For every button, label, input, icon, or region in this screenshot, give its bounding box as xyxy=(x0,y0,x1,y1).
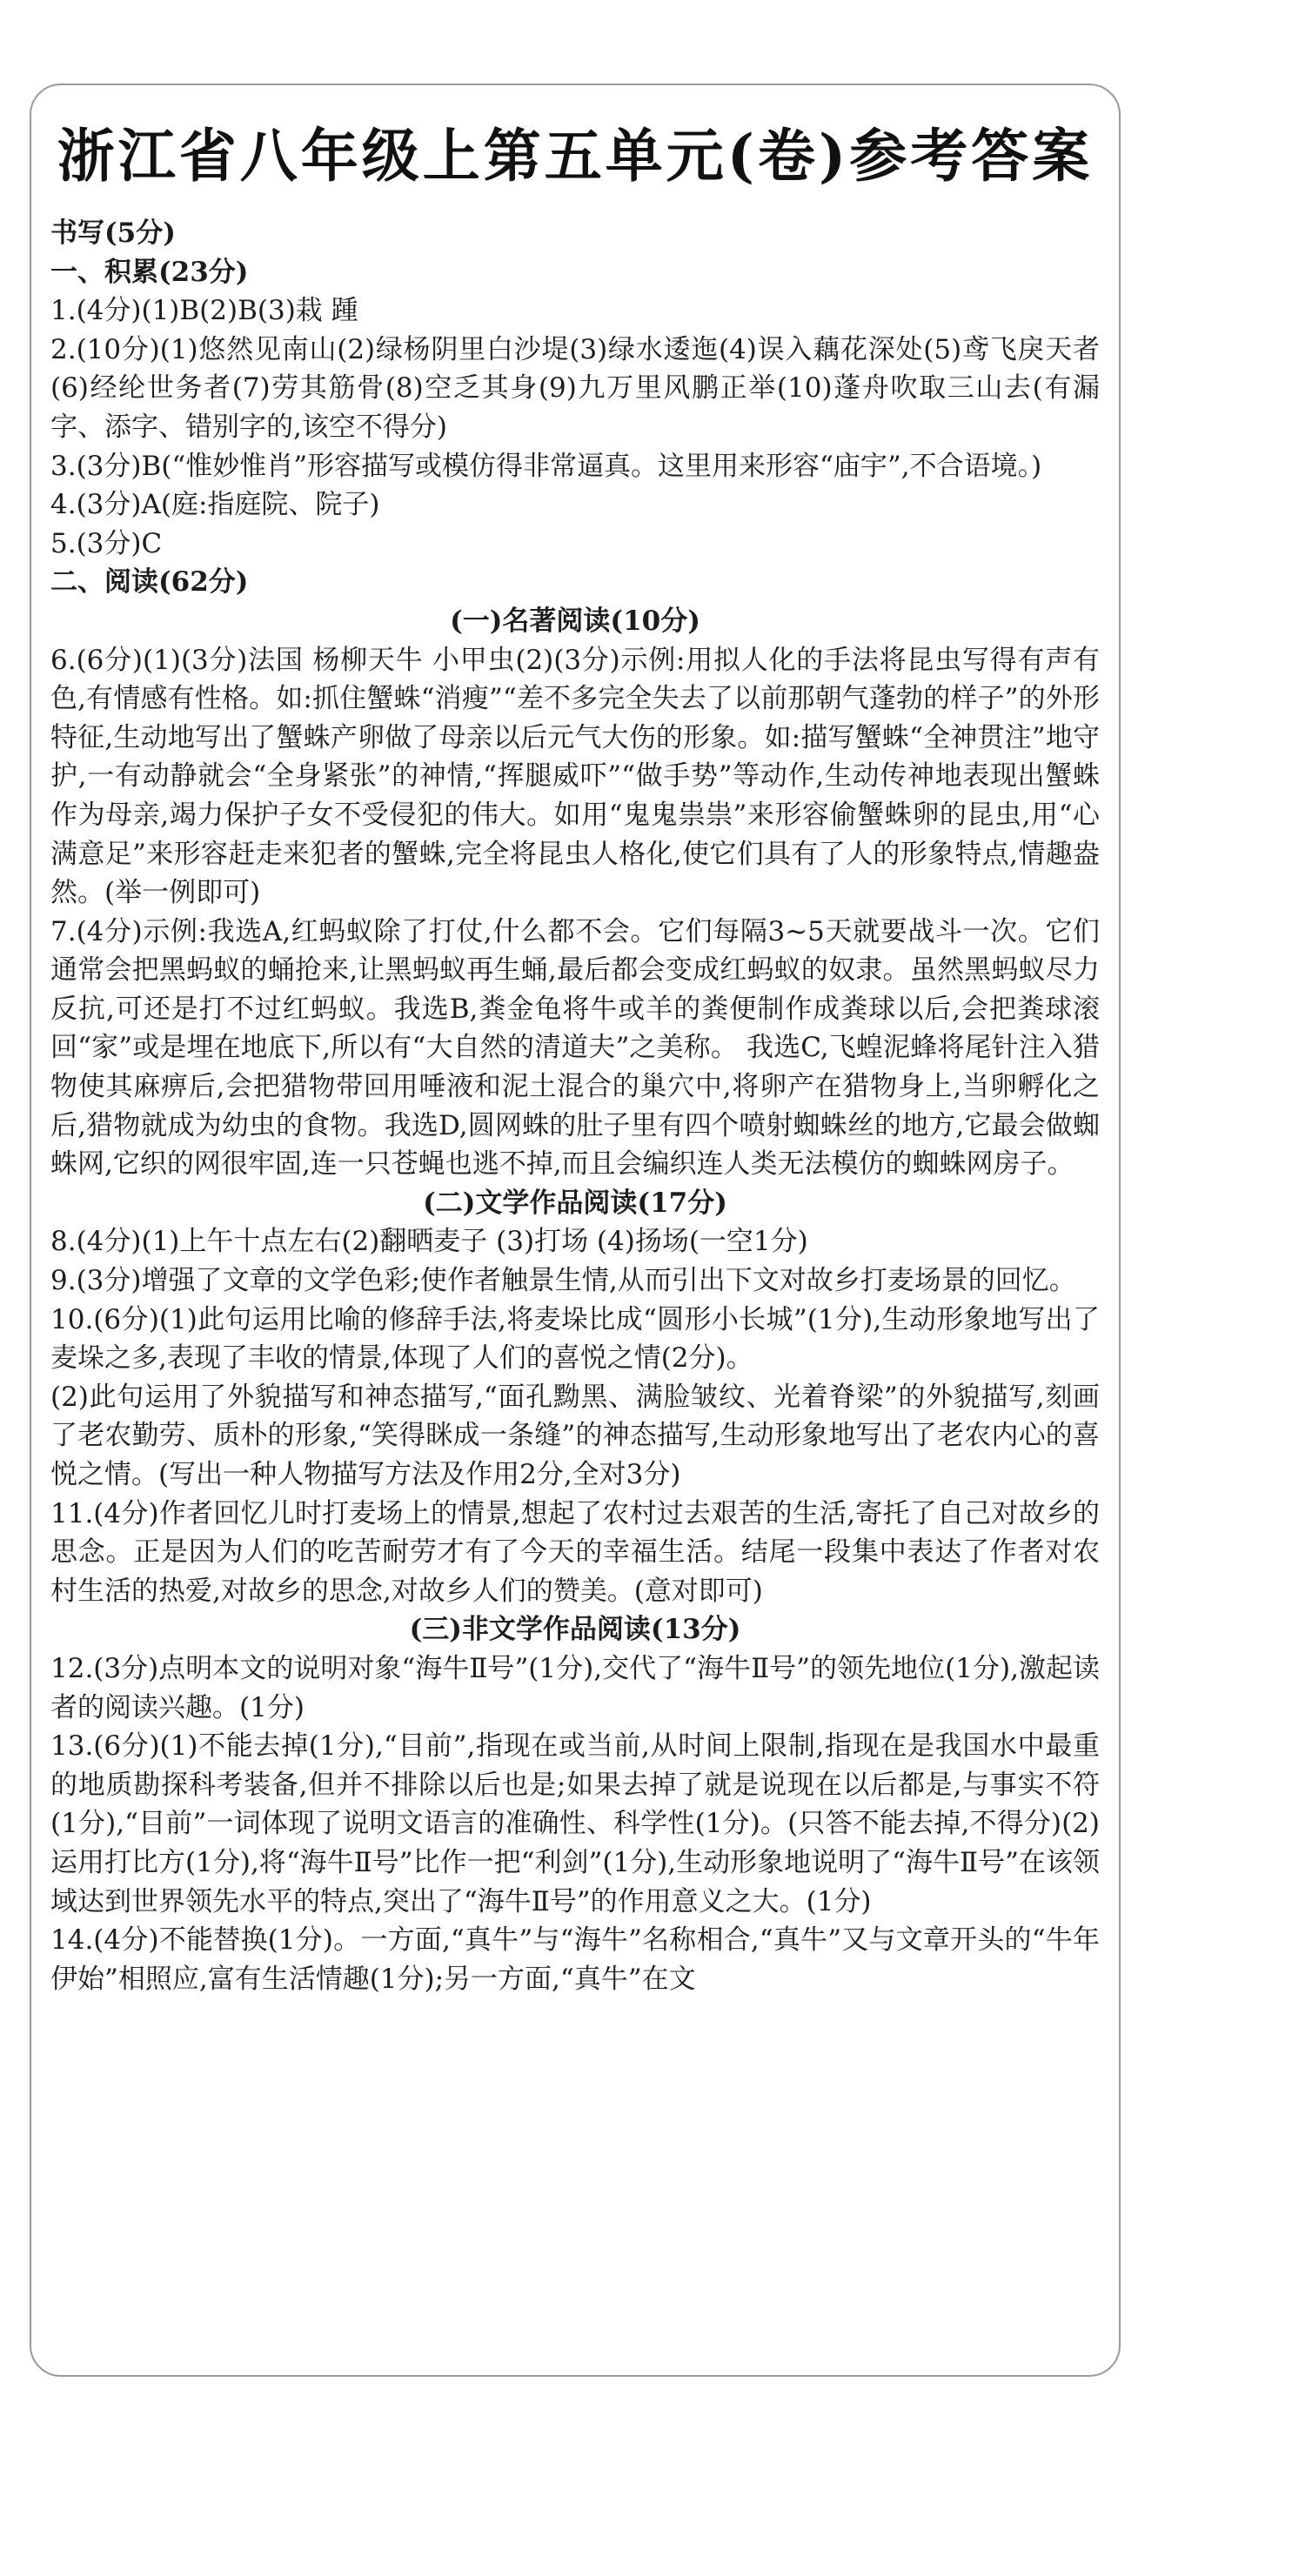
answer-paragraph: 4.(3分)A(庭:指庭院、院子) xyxy=(50,489,380,521)
section-heading: (三)非文学作品阅读(13分) xyxy=(409,1614,741,1646)
answer-paragraph: 11.(4分)作者回忆儿时打麦场上的情景,想起了农村过去艰苦的生活,寄托了自己对故乡的思念。正是因为人们的吃苦耐劳才有了今天的幸福生活。结尾一段集中表达了作者对农村生活的热爱,对故乡的思念,对故乡人们的赞美。(意对即可) xyxy=(50,1497,1100,1607)
part-heading: 一、积累(23分) xyxy=(50,256,249,288)
answer-paragraph: 9.(3分)增强了文章的文学色彩;使作者触景生情,从而引出下文对故乡打麦场景的回忆。 xyxy=(50,1265,1076,1297)
answer-paragraph: 2.(10分)(1)悠然见南山(2)绿杨阴里白沙堤(3)绿水逶迤(4)误入藕花深处(5)鸢飞戾天者(6)经纶世务者(7)劳其筋骨(8)空乏其身(9)九万里风鹏正举(10)蓬舟吹取三山去(有漏字、添字、错别字的,该空不得分) xyxy=(50,333,1100,443)
answer-paragraph: 6.(6分)(1)(3分)法国 杨柳天牛 小甲虫(2)(3分)示例:用拟人化的手法将昆虫写得有声有色,有情感有性格。如:抓住蟹蛛“消瘦”“差不多完全失去了以前那朝气蓬勃的样子”的外形特征,生动地写出了蟹蛛产卵做了母亲以后元气大伤的形象。如:描写蟹蛛“全神贯注”地守护,一有动静就会“全身紧张”的神情,“挥腿威吓”“做手势”等动作,生动传神地表现出蟹蛛作为母亲,竭力保护子女不受侵犯的伟大。如用“鬼鬼祟祟”来形容偷蟹蛛卵的昆虫,用“心满意足”来形容赶走来犯者的蟹蛛,完全将昆虫人格化,使它们具有了人的形象特点,情趣盎然。(举一例即可) xyxy=(50,644,1100,909)
answer-paragraph: 8.(4分)(1)上午十点左右(2)翻晒麦子 (3)打场 (4)扬场(一空1分) xyxy=(50,1226,808,1258)
answer-paragraph: 1.(4分)(1)B(2)B(3)栽 踵 xyxy=(50,295,358,327)
section-heading: (一)名著阅读(10分) xyxy=(450,605,700,637)
answer-paragraph: 12.(3分)点明本文的说明对象“海牛Ⅱ号”(1分),交代了“海牛Ⅱ号”的领先地位(1分),激起读者的阅读兴趣。(1分) xyxy=(50,1652,1100,1723)
answer-paragraph: 7.(4分)示例:我选A,红蚂蚁除了打仗,什么都不会。它们每隔3~5天就要战斗一次。它们通常会把黑蚂蚁的蛹抢来,让黑蚂蚁再生蛹,最后都会变成红蚂蚁的奴隶。虽然黑蚂蚁尽力反抗,可还是打不过红蚂蚁。我选B,粪金龟将牛或羊的粪便制作成粪球以后,会把粪球滚回“家”或是埋在地底下,所以有“大自然的清道夫”之美称。 我选C,飞蝗泥蜂将尾针注入猎物使其麻痹后,会把猎物带回用唾液和泥土混合的巢穴中,将卵产在猎物身上,当卵孵化之后,猎物就成为幼虫的食物。我选D,圆网蛛的肚子里有四个喷射蜘蛛丝的地方,它最会做蜘蛛网,它织的网很牢固,连一只苍蝇也逃不掉,而且会编织连人类无法模仿的蜘蛛网房子。 xyxy=(50,915,1100,1181)
page-title: 浙江省八年级上第五单元(卷)参考答案 xyxy=(57,122,1094,190)
answer-paragraph: 5.(3分)C xyxy=(50,527,163,559)
section-heading: (二)文学作品阅读(17分) xyxy=(423,1187,727,1219)
answer-paragraph: 3.(3分)B(“惟妙惟肖”形容描写或模仿得非常逼真。这里用来形容“庙宇”,不合语境。) xyxy=(50,450,1042,482)
answer-content xyxy=(50,214,1100,1998)
answer-paragraph: 10.(6分)(1)此句运用比喻的修辞手法,将麦垛比成“圆形小长城”(1分),生动形象地写出了麦垛之多,表现了丰收的情景,体现了人们的喜悦之情(2分)。 xyxy=(50,1303,1100,1375)
part-heading: 二、阅读(62分) xyxy=(50,566,249,599)
part-heading: 书写(5分) xyxy=(50,217,176,249)
answer-paragraph: 13.(6分)(1)不能去掉(1分),“目前”,指现在或当前,从时间上限制,指现在是我国水中最重的地质勘探科考装备,但并不排除以后也是;如果去掉了就是说现在以后都是,与事实不符(1分),“目前”一词体现了说明文语言的准确性、科学性(1分)。(只答不能去掉,不得分)(2)运用打比方(1分),将“海牛Ⅱ号”比作一把“利剑”(1分),生动形象地说明了“海牛Ⅱ号”在该领域达到世界领先水平的特点,突出了“海牛Ⅱ号”的作用意义之大。(1分) xyxy=(50,1730,1100,1917)
answer-paragraph: 14.(4分)不能替换(1分)。一方面,“真牛”与“海牛”名称相合,“真牛”又与文章开头的“牛年伊始”相照应,富有生活情趣(1分);另一方面,“真牛”在文 xyxy=(50,1924,1100,1995)
answer-paragraph: (2)此句运用了外貌描写和神态描写,“面孔黝黑、满脸皱纹、光着脊梁”的外貌描写,刻画了老农勤劳、质朴的形象,“笑得眯成一条缝”的神态描写,生动形象地写出了老农内心的喜悦之情。(写出一种人物描写方法及作用2分,全对3分) xyxy=(50,1381,1100,1490)
answer-sheet-frame xyxy=(30,84,1121,2377)
